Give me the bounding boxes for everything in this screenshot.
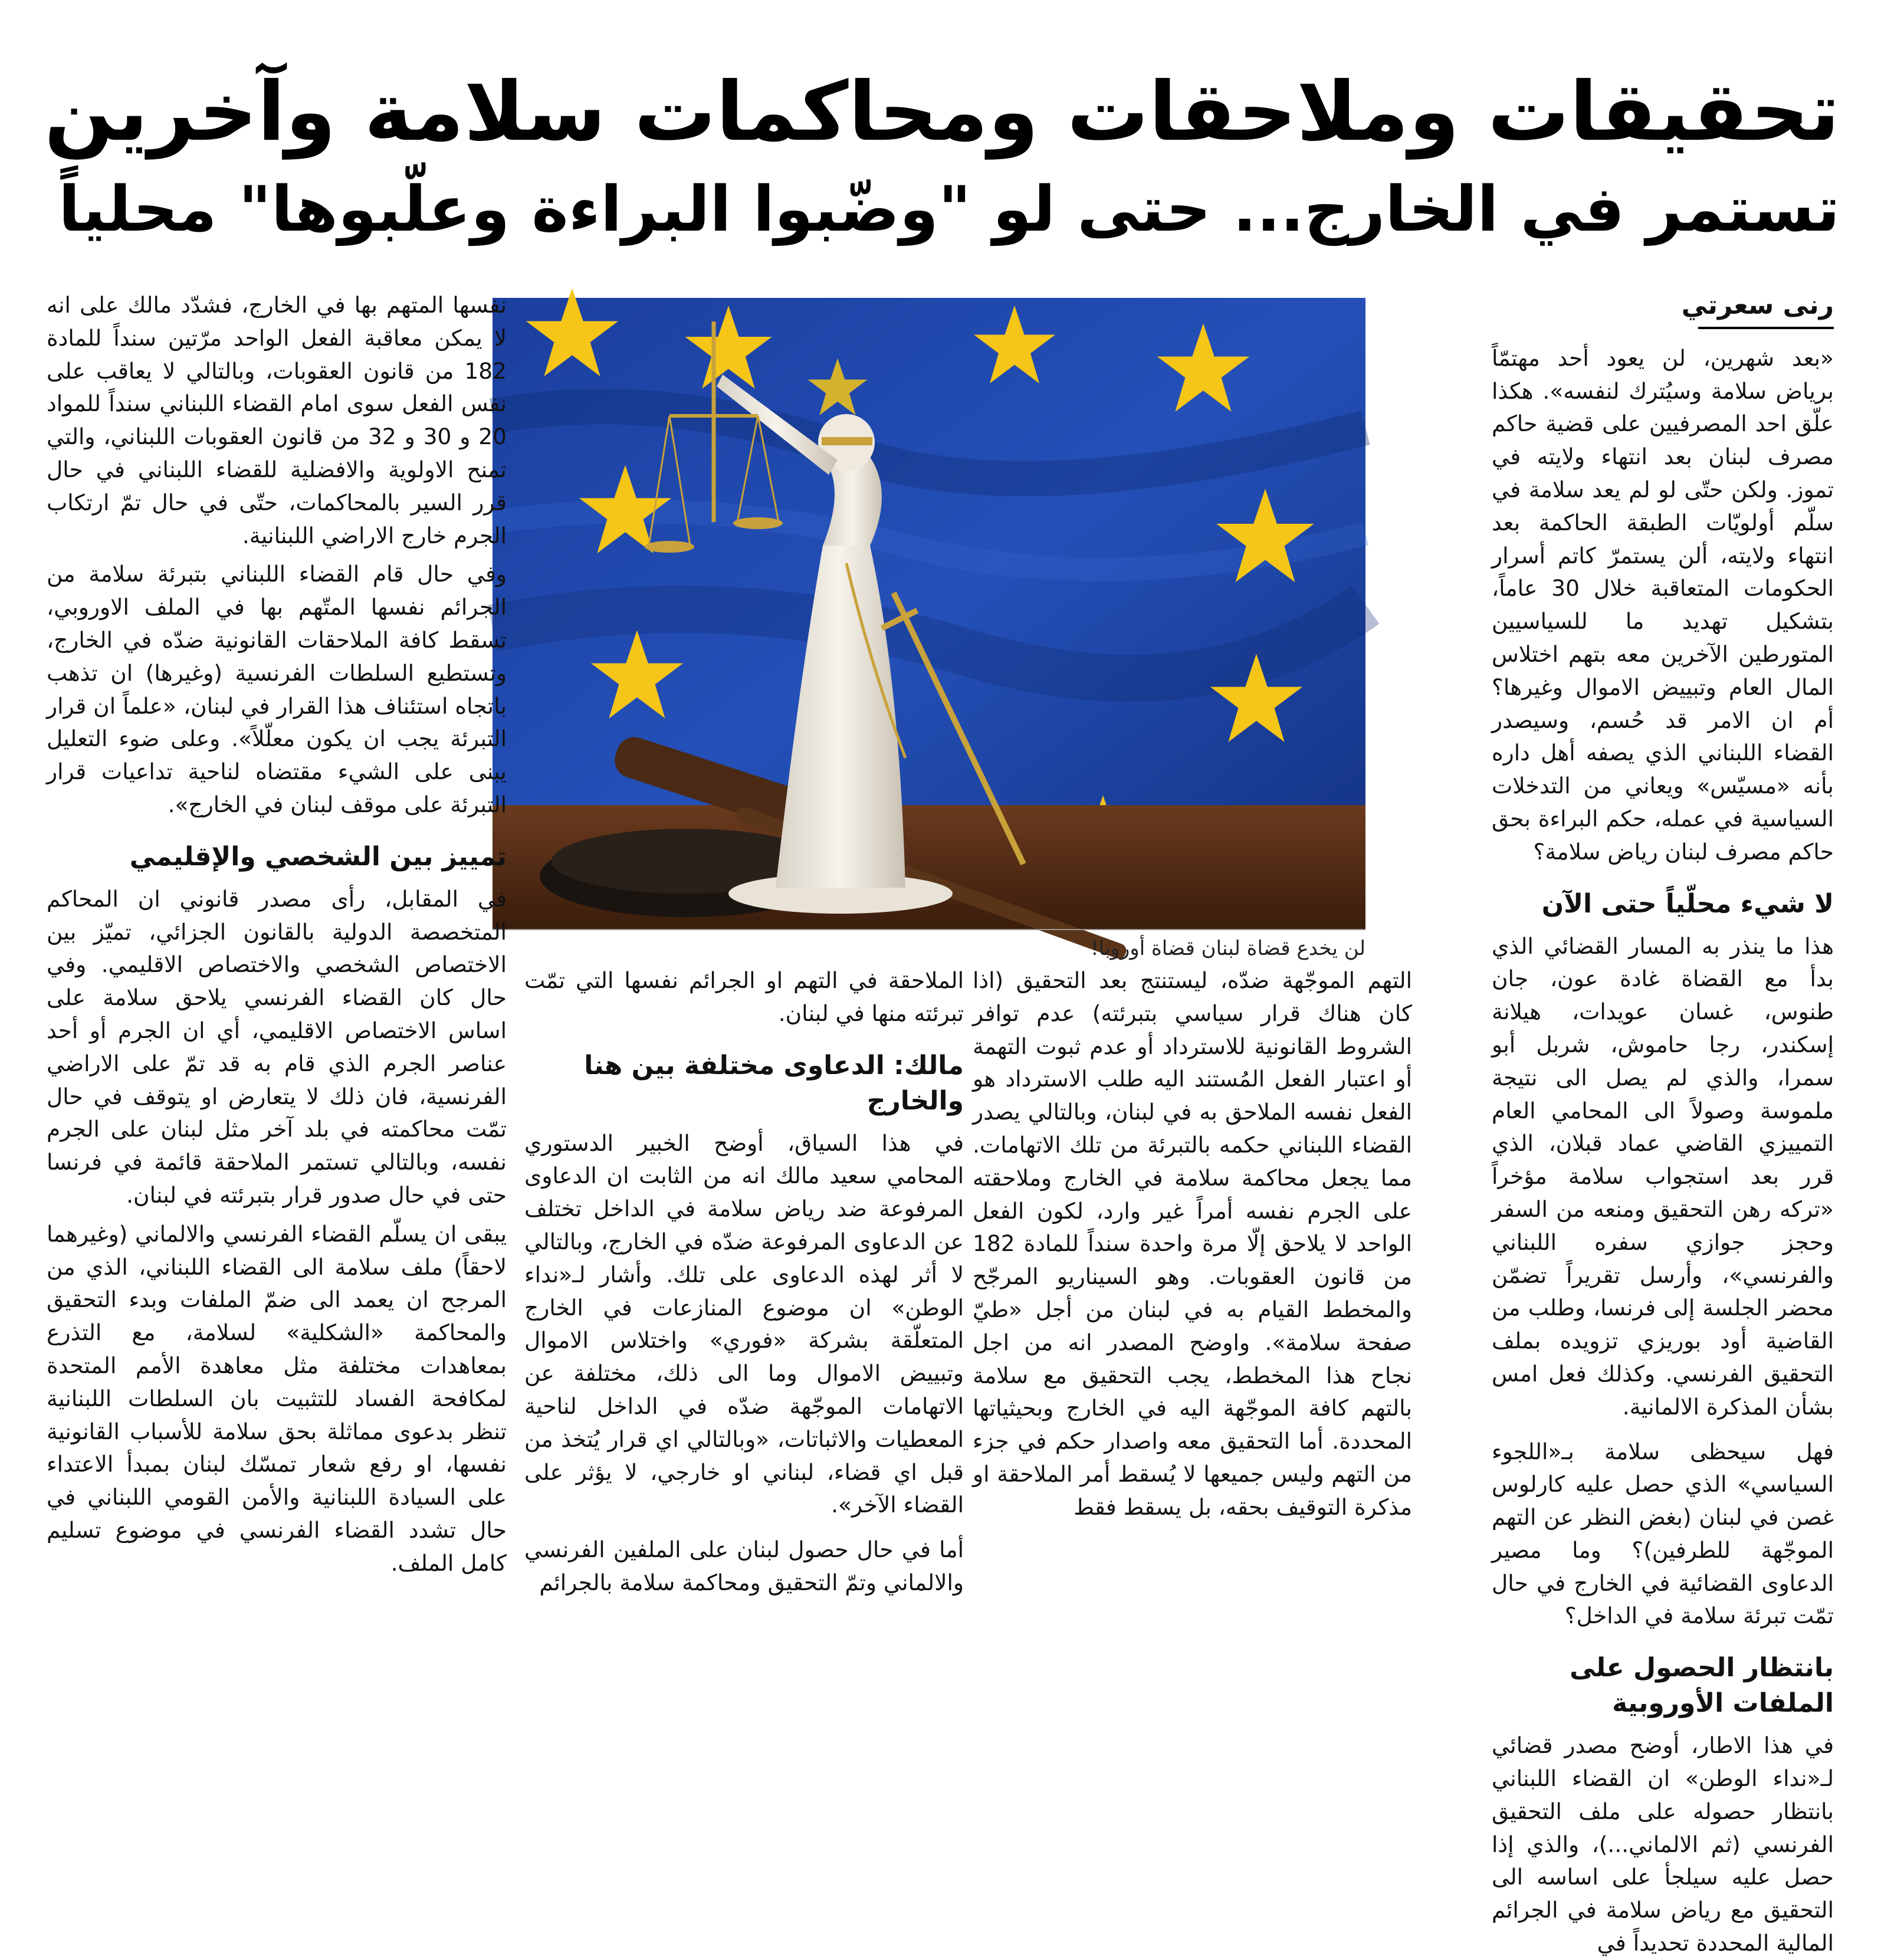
article-column-2 (973, 964, 1412, 1520)
paragraph: يبقى ان يسلّم القضاء الفرنسي والالماني (وغيرهما لاحقاً) ملف سلامة الى القضاء اللبناني، الذي من المرجح ان يعمد الى ضمّ الملفات وبدء التحقيق والمحاكمة «الشكلية» لسلامة، مع التذرع بمعاهدات مختلفة مثل معاهدة الأمم المتحدة لمكافحة الفساد للتثبيت بان السلطات اللبنانية تنظر بدعوى مماثلة بحق سلامة للأسباب القانونية نفسها، او رفع شعار تمسّك لبنان بمبدأ الاعتداء على السيادة اللبنانية والأمن القومي اللبناني في حال تشدد القضاء الفرنسي في موضوع تسليم كامل الملف. (47, 1220, 507, 1576)
paragraph: وفي حال قام القضاء اللبناني بتبرئة سلامة من الجرائم نفسها المتّهم بها في الملف الاوروبي، تسقط كافة الملاحقات القانونية ضدّه في الخارج، وتستطيع السلطات الفرنسية (وغيرها) ان تذهب باتجاه استئناف هذا القرار في لبنان، «علماً ان قرار التبرئة يجب ان يكون معلّلاً». وعلى ضوء التعليل يبنى على الشيء مقتضاه لناحية تداعيات قرار التبرئة على موقف لبنان في الخارج». (47, 561, 507, 818)
byline-rule (1698, 327, 1834, 329)
paragraph: في المقابل، رأى مصدر قانوني ان المحاكم المتخصصة الدولية بالقانون الجزائي، تميّز بين الاختصاص الشخصي والاختصاص الاقليمي. وفي حال كان القضاء الفرنسي يلاحق سلامة على اساس الاختصاص الاقليمي، أي ان الجرم أو أحد عناصر الجرم الذي قام به قد تمّ على الاراضي الفرنسية، فان ذلك لا يتعارض او يتوقف في حال تمّت محاكمته في بلد آخر مثل لبنان على الجرم نفسه، وبالتالي تستمر الملاحقة قائمة في فرنسا حتى في حال صدور قرار بتبرئته في لبنان. (47, 885, 507, 1208)
photo-caption: لن يخدع قضاة لبنان قضاة أوروبا! (1090, 937, 1365, 960)
headline-line-1: تحقيقات وملاحقات ومحاكمات سلامة وآخرين (44, 64, 1840, 159)
paragraph: الملاحقة في التهم او الجرائم نفسها التي تمّت تبرئته منها في لبنان. (524, 967, 964, 1026)
paragraph: التهم الموجّهة ضدّه، ليستنتج بعد التحقيق (اذا كان هناك قرار سياسي بتبرئته) عدم توافر الشروط القانونية للاسترداد أو عدم ثبوت التهمة أو اعتبار الفعل المُستند اليه طلب الاسترداد هو الفعل نفسه الملاحق به في لبنان، وبالتالي يصدر القضاء اللبناني حكمه بالتبرئة من تلك الاتهامات. مما يجعل محاكمة سلامة في الخارج وملاحقته على الجرم نفسه أمراً غير وارد، لكون الفعل الواحد لا يلاحق إلّا مرة واحدة سنداً للمادة 182 من قانون العقوبات. وهو السيناريو المرجّح والمخطط القيام به في لبنان من أجل «طيّ صفحة سلامة». واوضح المصدر انه من اجل نجاح هذا المخطط، يجب التحقيق مع سلامة بالتهم كافة الموجّهة اليه في الخارج وبحيثياتها المحددة. أما التحقيق معه واصدار حكم في جزء من التهم وليس جميعها لا يُسقط أمر الملاحقة او مذكرة التوقيف بحقه، بل يسقط فقط (973, 967, 1412, 1520)
subheading: بانتظار الحصول على الملفات الأوروبية (1570, 1653, 1834, 1719)
article-column-3 (524, 964, 964, 1595)
paragraph: في هذا الاطار، أوضح مصدر قضائي لـ«نداء الوطن» ان القضاء اللبناني بانتظار حصوله على ملف التحقيق الفرنسي (ثم الالماني...)، والذي إذا حصل عليه سيلجأ على اساسه الى التحقيق مع رياض سلامة في الجرائم المالية المحددة تحديداً في (1492, 1732, 1834, 1956)
paragraph: فهل سيحظى سلامة بـ«اللجوء السياسي» الذي حصل عليه كارلوس غصن في لبنان (بغض النظر عن التهم الموجّهة للطرفين)؟ وما مصير الدعاوى القضائية في الخارج في حال تمّت تبرئة سلامة في الداخل؟ (1492, 1438, 1834, 1629)
subheading: تمييز بين الشخصي والإقليمي (129, 841, 507, 872)
paragraph: «بعد شهرين، لن يعود أحد مهتمّاً برياض سلامة وسيُترك لنفسه». هكذا علّق احد المصرفيين على قضية حاكم مصرف لبنان بعد انتهاء ولايته في تموز. ولكن حتّى لو لم يعد سلامة في سلّم أولويّات الطبقة الحاكمة بعد انتهاء ولايته، ألن يستمرّ كاتم أسرار الحكومات المتعاقبة خلال 30 عاماً، بتشكيل تهديد ما للسياسيين المتورطين الآخرين معه بتهم اختلاس المال العام وتبييض الاموال وغيرها؟ أم ان الامر قد حُسم، وسيصدر القضاء اللبناني الذي يصفه أهل داره بأنه «مسيّس» ويعاني من التدخلات السياسية في عمله، حكم البراءة بحق حاكم مصرف لبنان رياض سلامة؟ (1492, 344, 1834, 865)
paragraph: نفسها المتهم بها في الخارج، فشدّد مالك على انه لا يمكن معاقبة الفعل الواحد مرّتين سنداً للمادة 182 من قانون العقوبات، وبالتالي لا يعاقب على نفس الفعل سوى امام القضاء اللبناني سنداً للمواد 20 و 30 و 32 من قانون العقوبات اللبناني، والتي تمنح الاولوية والافضلية للقضاء اللبناني في حال قرر السير بالمحاكمات، حتّى في حال تمّ ارتكاب الجرم خارج الاراضي اللبنانية. (47, 292, 507, 549)
subheading: لا شيء محلّياً حتى الآن (1541, 888, 1834, 919)
subheading: مالك: الدعاوى مختلفة بين هنا والخارج (584, 1050, 964, 1116)
photo-divider (493, 929, 1365, 930)
article-photo (493, 298, 1365, 929)
headline-line-2: تستمر في الخارج... حتى لو "وضّبوا البراءة وعلّبوها" محلياً (58, 173, 1840, 245)
paragraph: أما في حال حصول لبنان على الملفين الفرنسي والالماني وتمّ التحقيق ومحاكمة سلامة بالجرائم (524, 1537, 964, 1595)
lady-justice-eu-flag-image (493, 298, 1365, 929)
article-column-1 (1492, 289, 1834, 1956)
byline: رنى سعرتي (1681, 290, 1834, 320)
paragraph: هذا ما ينذر به المسار القضائي الذي بدأ مع القضاة غادة عون، جان طنوس، غسان عويدات، هيلانة إسكندر، رجا حاموش، شربل أبو سمرا، والذي لم يصل الى نتيجة ملموسة وصولاً الى المحامي العام التمييزي القاضي عماد قبلان، الذي قرر بعد استجواب سلامة مؤخراً «تركه رهن التحقيق ومنعه من السفر وحجز جوازي سفره اللبناني والفرنسي»، وأرسل تقريراً تضمّن محضر الجلسة إلى فرنسا، وطلب من القاضية أود بوريزي تزويده بملف التحقيق الفرنسي. وكذلك فعل امس بشأن المذكرة الالمانية. (1492, 933, 1834, 1420)
paragraph: في هذا السياق، أوضح الخبير الدستوري المحامي سعيد مالك انه من الثابت ان الدعاوى المرفوعة ضد رياض سلامة في الداخل تختلف عن الدعاوى المرفوعة ضدّه في الخارج، وبالتالي لا أثر لهذه الدعاوى على تلك. وأشار لـ«نداء الوطن» ان موضوع المنازعات في الخارج المتعلّقة بشركة «فوري» واختلاس الاموال وتبييض الاموال وما الى ذلك، مختلفة عن الاتهامات الموجّهة ضدّه في الداخل لناحية المعطيات والاثباتات، «وبالتالي اي قرار يُتخذ من قبل اي قضاء، لبناني او خارجي، لا يؤثر على القضاء الآخر». (524, 1130, 964, 1518)
article-column-4 (47, 289, 507, 1576)
